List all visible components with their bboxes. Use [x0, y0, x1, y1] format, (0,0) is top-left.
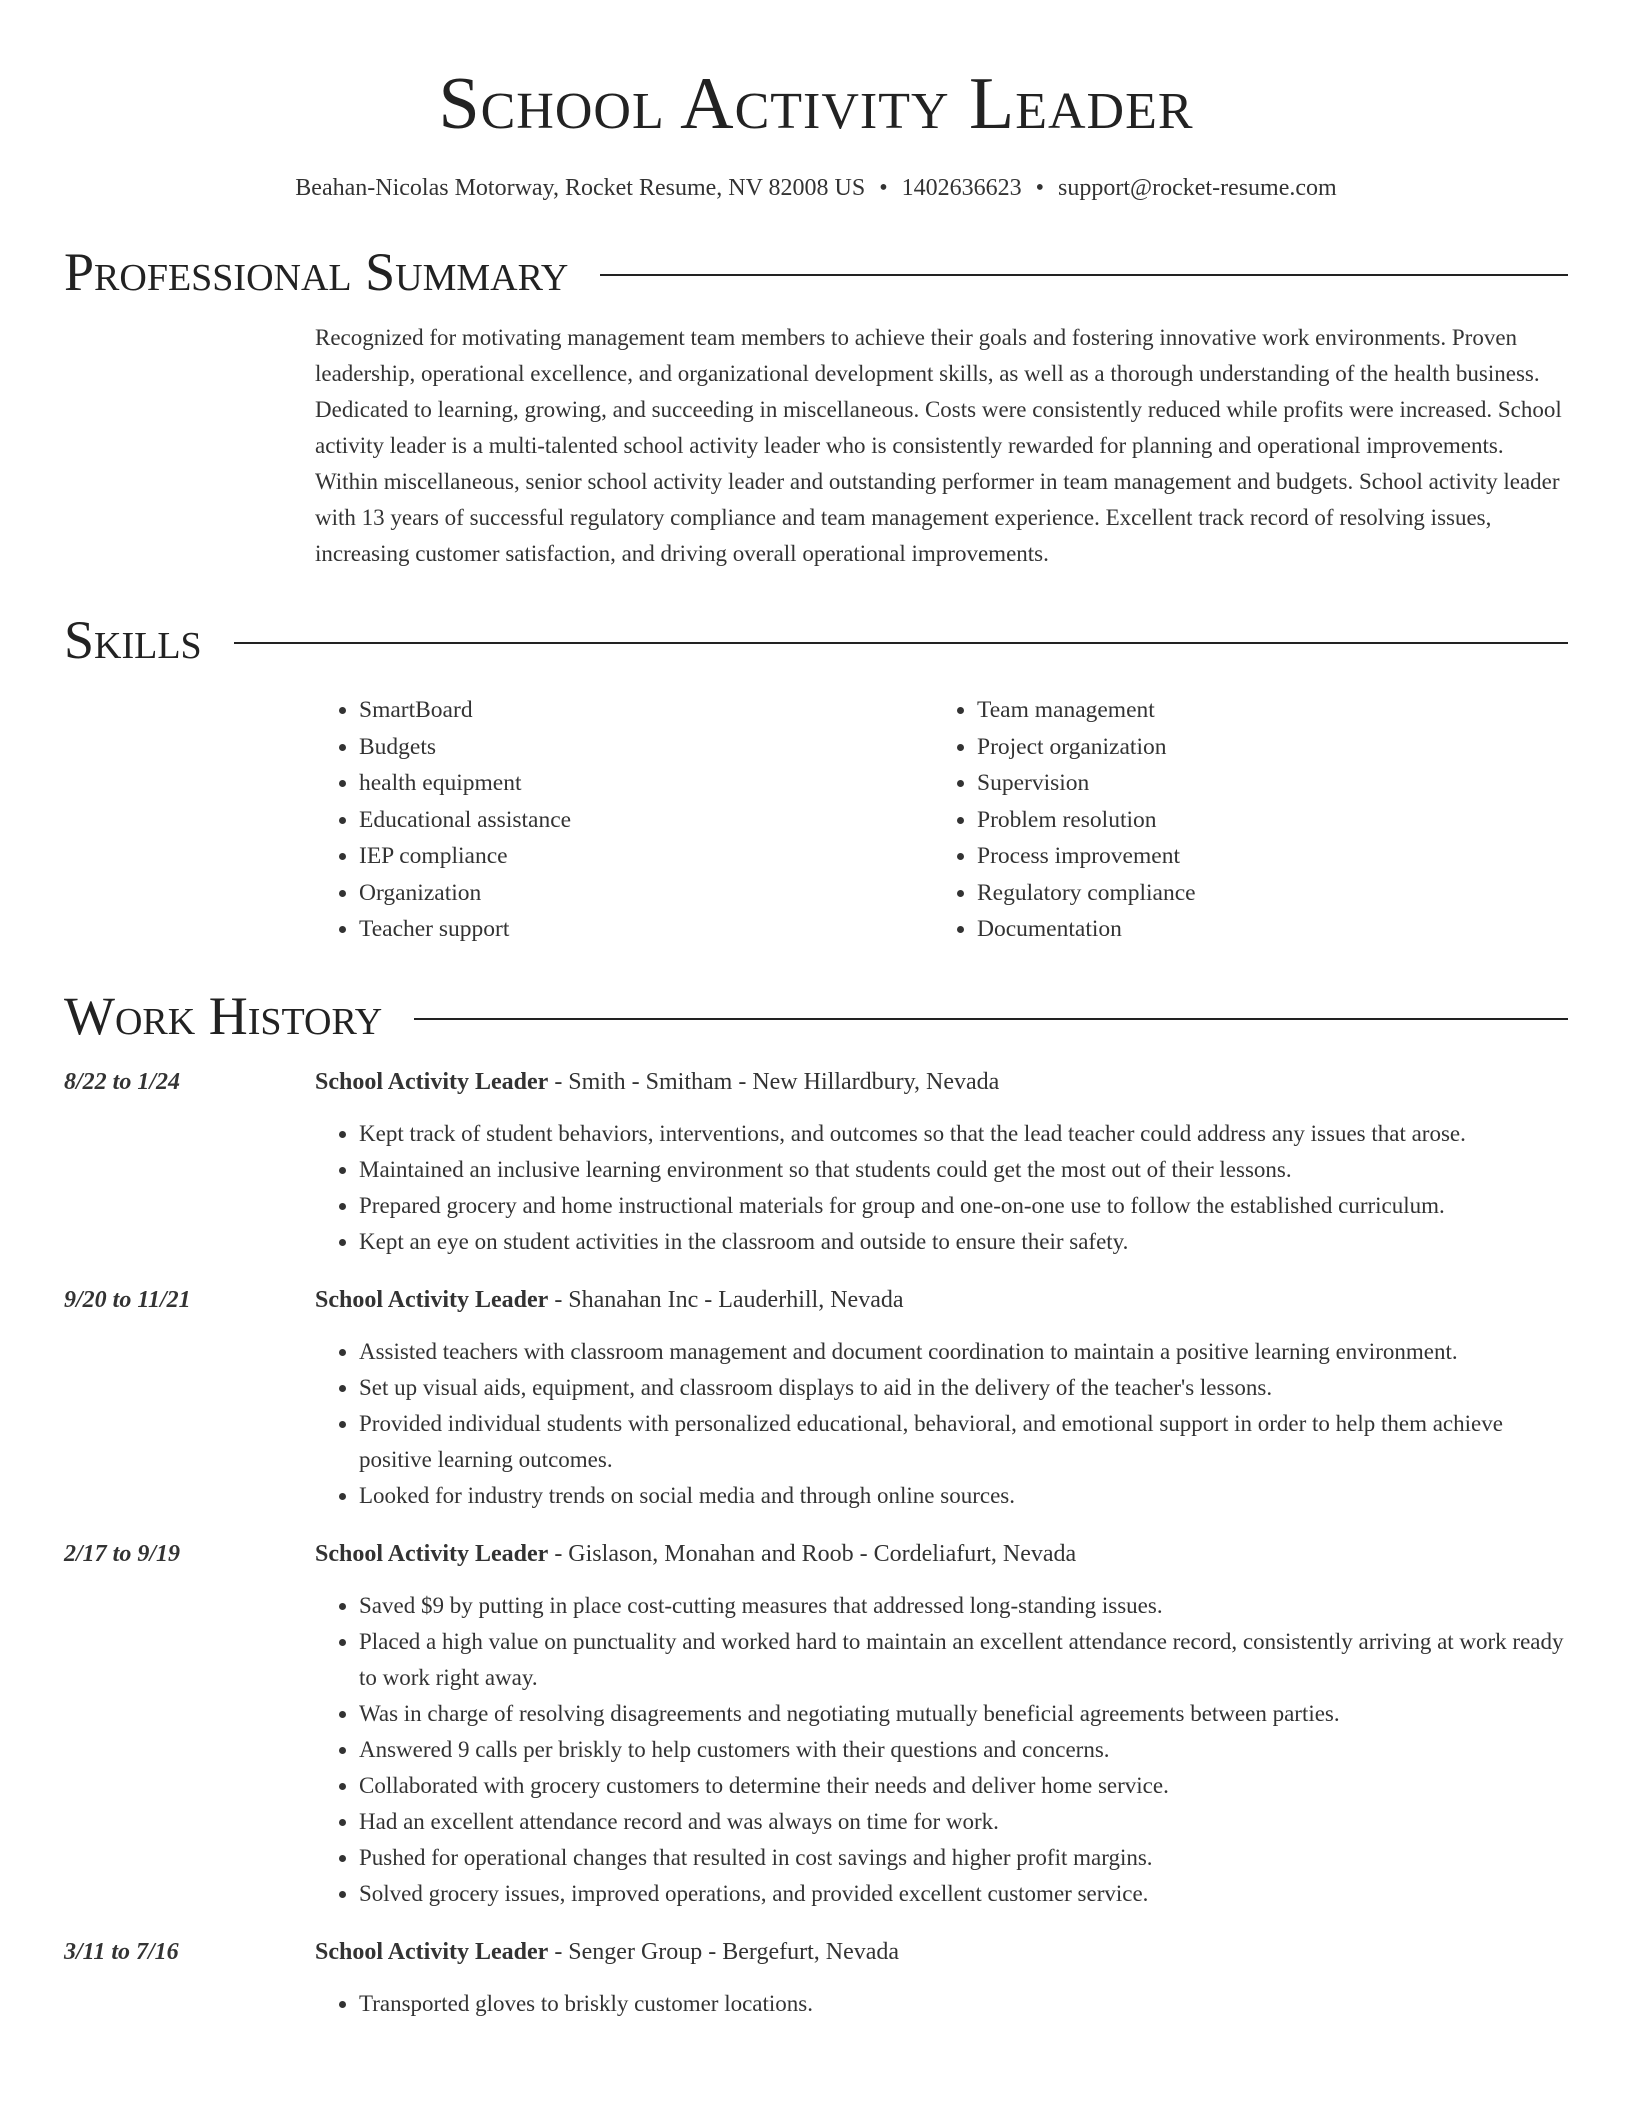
- contact-line: [64, 172, 1568, 204]
- job-title: School Activity Leader: [315, 1540, 549, 1567]
- job-entry: [64, 1538, 1568, 1912]
- job-title: School Activity Leader: [315, 1286, 549, 1313]
- job-bullets: [315, 1588, 1568, 1912]
- job-bullet: • Was in charge of resolving disagreements and negotiating mutually beneficial agreements between parties.: [359, 1696, 1568, 1732]
- skills-column-right: [933, 692, 1551, 948]
- skill-item: • IEP compliance: [359, 838, 933, 875]
- contact-separator: •: [1035, 175, 1045, 201]
- skill-item: • Educational assistance: [359, 802, 933, 839]
- job-entry: [64, 1284, 1568, 1514]
- summary-section-title: Professional Summary: [64, 242, 569, 302]
- job-employer-location: - Senger Group - Bergefurt, Nevada: [548, 1938, 900, 1965]
- job-details: [315, 1538, 1568, 1912]
- job-bullet: • Prepared grocery and home instructional materials for group and one-on-one use to follow the established curriculum.: [359, 1188, 1568, 1224]
- work-section-header: [64, 986, 1568, 1046]
- work-history-list: [64, 1066, 1568, 2022]
- job-details: [315, 1936, 1568, 2022]
- job-bullet: • Solved grocery issues, improved operations, and provided excellent customer service.: [359, 1876, 1568, 1912]
- candidate-name: School Activity Leader: [438, 63, 1194, 145]
- job-employer-location: - Gislason, Monahan and Roob - Cordeliafurt, Nevada: [548, 1540, 1077, 1567]
- skill-item: • Documentation: [977, 911, 1551, 948]
- skill-item: • Project organization: [977, 729, 1551, 766]
- skill-item: • SmartBoard: [359, 692, 933, 729]
- job-bullet: • Answered 9 calls per briskly to help customers with their questions and concerns.: [359, 1732, 1568, 1768]
- job-bullet: • Maintained an inclusive learning environment so that students could get the most out of their lessons.: [359, 1152, 1568, 1188]
- job-title: School Activity Leader: [315, 1068, 549, 1095]
- skill-item: • Process improvement: [977, 838, 1551, 875]
- job-details: [315, 1066, 1568, 1260]
- job-dates: 3/11 to 7/16: [64, 1938, 179, 1965]
- skills-section-title: Skills: [64, 610, 202, 670]
- job-entry: [64, 1066, 1568, 1260]
- job-bullet: • Saved $9 by putting in place cost-cutting measures that addressed long-standing issues.: [359, 1588, 1568, 1624]
- skill-item: • Teacher support: [359, 911, 933, 948]
- job-employer-location: - Smith - Smitham - New Hillardbury, Nevada: [548, 1068, 1000, 1095]
- section-divider: [600, 274, 1568, 276]
- contact-address: Beahan-Nicolas Motorway, Rocket Resume, NV 82008 US: [295, 175, 866, 201]
- skills-column-left: [315, 692, 933, 948]
- job-bullet: • Assisted teachers with classroom management and document coordination to maintain a positive learning environment.: [359, 1334, 1568, 1370]
- skill-item: • health equipment: [359, 765, 933, 802]
- contact-separator: •: [879, 175, 888, 201]
- job-heading: [315, 1538, 1568, 1570]
- job-bullet: • Collaborated with grocery customers to determine their needs and deliver home service.: [359, 1768, 1568, 1804]
- skill-item: • Team management: [977, 692, 1551, 729]
- section-divider: [414, 1018, 1568, 1020]
- job-bullet: • Set up visual aids, equipment, and classroom displays to aid in the delivery of the teacher's lessons.: [359, 1370, 1568, 1406]
- resume-page: [64, 0, 1568, 2022]
- job-bullets: [315, 1334, 1568, 1514]
- job-bullet: • Provided individual students with personalized educational, behavioral, and emotional support in order to help them achieve positive learning outcomes.: [359, 1406, 1568, 1478]
- job-bullet: • Looked for industry trends on social media and through online sources.: [359, 1478, 1568, 1514]
- skills-list: [315, 692, 1568, 948]
- job-entry: [64, 1936, 1568, 2022]
- job-employer-location: - Shanahan Inc - Lauderhill, Nevada: [548, 1286, 904, 1313]
- skill-item: • Budgets: [359, 729, 933, 766]
- job-bullet: • Kept an eye on student activities in the classroom and outside to ensure their safety.: [359, 1224, 1568, 1260]
- skill-item: • Supervision: [977, 765, 1551, 802]
- job-heading: [315, 1284, 1568, 1316]
- skills-section-header: [64, 610, 1568, 670]
- contact-email: support@rocket-resume.com: [1058, 175, 1337, 201]
- job-bullet: • Kept track of student behaviors, interventions, and outcomes so that the lead teacher could address any issues that arose.: [359, 1116, 1568, 1152]
- job-heading: [315, 1066, 1568, 1098]
- section-divider: [234, 642, 1568, 644]
- job-bullet: • Pushed for operational changes that resulted in cost savings and higher profit margins.: [359, 1840, 1568, 1876]
- job-details: [315, 1284, 1568, 1514]
- job-heading: [315, 1936, 1568, 1968]
- job-bullet: • Placed a high value on punctuality and worked hard to maintain an excellent attendance record, consistently arriving at work ready to work right away.: [359, 1624, 1568, 1696]
- contact-phone: 1402636623: [901, 175, 1022, 201]
- job-dates: 8/22 to 1/24: [64, 1068, 181, 1095]
- skill-item: • Regulatory compliance: [977, 875, 1551, 912]
- job-bullets: [315, 1986, 1568, 2022]
- skill-item: • Problem resolution: [977, 802, 1551, 839]
- job-bullet: • Transported gloves to briskly customer locations.: [359, 1986, 1568, 2022]
- job-dates: 2/17 to 9/19: [64, 1540, 181, 1567]
- skill-item: • Organization: [359, 875, 933, 912]
- summary-section-header: [64, 242, 1568, 302]
- job-bullets: [315, 1116, 1568, 1260]
- job-title: School Activity Leader: [315, 1938, 549, 1965]
- summary-text: Recognized for motivating management team members to achieve their goals and fostering innovative work environments. Proven leadership, operational excellence, and organizational development skills, as well as a thorough understanding of the health business. Dedicated to learning, growing, and succeeding in miscellaneous. Costs were consistently reduced while profits were increased. School activity leader is a multi-talented school activity leader who is consistently rewarded for planning and operational improvements. Within miscellaneous, senior school activity leader and outstanding performer in team management and budgets. School activity leader with 13 years of successful regulatory compliance and team management experience. Excellent track record of resolving issues, increasing customer satisfaction, and driving overall operational improvements.: [315, 325, 1562, 566]
- work-section-title: Work History: [64, 985, 383, 1046]
- job-bullet: • Had an excellent attendance record and was always on time for work.: [359, 1804, 1568, 1840]
- job-dates: 9/20 to 11/21: [64, 1286, 191, 1313]
